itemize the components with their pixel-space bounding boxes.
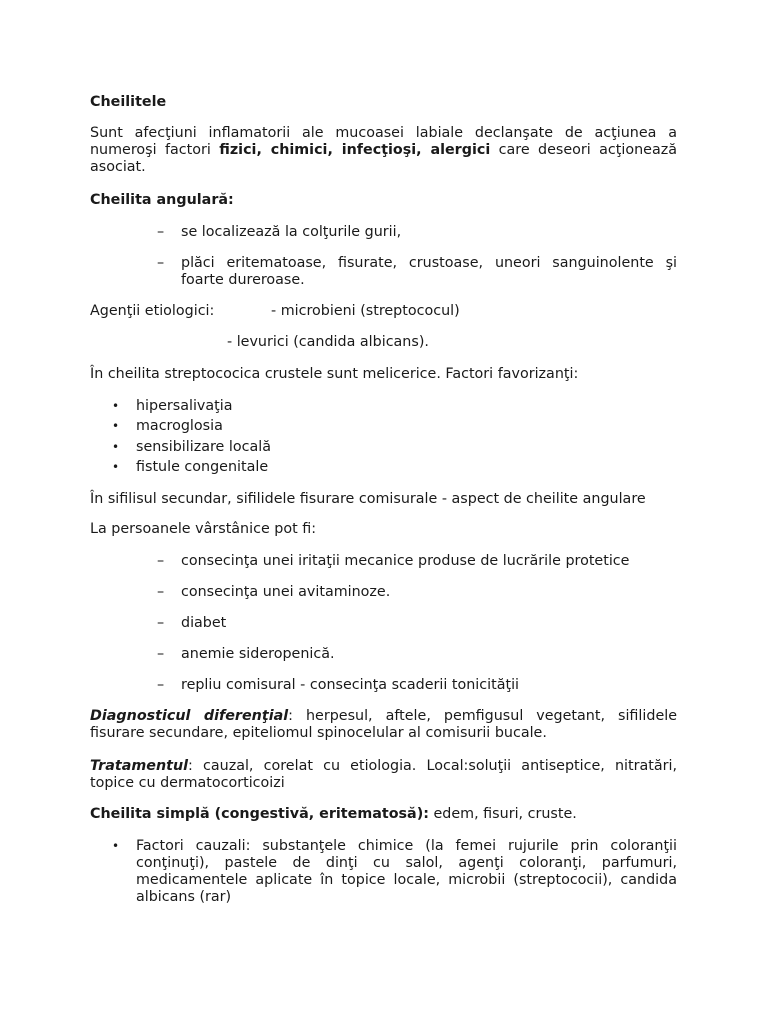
diagnosis-label: Diagnosticul diferenţial bbox=[90, 708, 289, 724]
bullet-marker: • bbox=[112, 839, 120, 853]
page-title: Cheilitele bbox=[90, 94, 167, 110]
angular-heading: Cheilita angulară: bbox=[90, 192, 234, 208]
diagnosis-paragraph bbox=[90, 708, 677, 742]
simple-heading-line bbox=[90, 806, 677, 823]
intro-paragraph bbox=[90, 125, 677, 176]
intro-bold-text: fizici, chimici, infecţioşi, alergici bbox=[219, 142, 491, 158]
syphilis-paragraph: În sifilisul secundar, sifilidele fisurare comisurale - aspect de cheilite angulare bbox=[90, 491, 646, 507]
dash-marker: – bbox=[157, 615, 165, 631]
list-item: sensibilizare locală bbox=[136, 439, 271, 455]
list-item: fistule congenitale bbox=[136, 459, 269, 475]
diagnosis-text: : herpesul, aftele, pemfigusul vegetant, sifilidele fisurare secundare, epiteliomul spinocelular al comisurii bucale. bbox=[90, 708, 678, 741]
dash-item: consecinţa unei iritaţii mecanice produse de lucrările protetice bbox=[181, 553, 630, 569]
dash-marker: – bbox=[157, 677, 165, 693]
dash-item: repliu comisural - consecinţa scaderii tonicităţii bbox=[181, 677, 520, 693]
simple-heading-rest: edem, fisuri, cruste. bbox=[428, 806, 577, 822]
dash-item: se localizează la colţurile gurii, bbox=[181, 224, 402, 240]
list-item: macroglosia bbox=[136, 418, 223, 434]
treatment-label: Tratamentul bbox=[90, 758, 189, 774]
dash-marker: – bbox=[157, 255, 165, 271]
intro-text-end: care deseori acţionează asociat. bbox=[90, 142, 677, 175]
agents-label: Agenţii etiologici: bbox=[90, 303, 215, 319]
intro-text: Sunt afecţiuni inflamatorii ale mucoasei labiale declanşate de acţiunea a numeroşi factori bbox=[90, 125, 677, 158]
factors-item: Factori cauzali: substanţele chimice (la femei rujurile prin coloranţii conţinuţi), pastele de dinţi cu salol, agenţi coloranţi, parfumuri, medicamentele aplicate în topice locale, microbii (streptococii), candida albicans (rar) bbox=[136, 838, 677, 905]
elderly-paragraph: La persoanele vârstânice pot fi: bbox=[90, 521, 317, 537]
bullet-marker: • bbox=[112, 460, 120, 474]
dash-marker: – bbox=[157, 584, 165, 600]
treatment-paragraph bbox=[90, 758, 677, 792]
dash-item: anemie sideropenică. bbox=[181, 646, 335, 662]
dash-item: plăci eritematoase, fisurate, crustoase, uneori sanguinolente şi foarte dureroase. bbox=[181, 255, 677, 288]
dash-marker: – bbox=[157, 646, 165, 662]
dash-item: diabet bbox=[181, 615, 227, 631]
list-item: hipersalivaţia bbox=[136, 398, 233, 414]
agent-item: - microbieni (streptococul) bbox=[271, 303, 460, 319]
strepto-paragraph: În cheilita streptococica crustele sunt melicerice. Factori favorizanţi: bbox=[90, 366, 579, 382]
simple-heading: Cheilita simplă (congestivă, eritematosă): bbox=[90, 806, 429, 822]
treatment-text: : cauzal, corelat cu etiologia. Local:soluţii antiseptice, nitratări, topice cu dermatocorticoizi bbox=[90, 758, 677, 791]
dash-marker: – bbox=[157, 553, 165, 569]
bullet-marker: • bbox=[112, 399, 120, 413]
dash-item: consecinţa unei avitaminoze. bbox=[181, 584, 391, 600]
dash-marker: – bbox=[157, 224, 165, 240]
bullet-marker: • bbox=[112, 419, 120, 433]
bullet-marker: • bbox=[112, 440, 120, 454]
agent-item: - levurici (candida albicans). bbox=[227, 334, 429, 350]
